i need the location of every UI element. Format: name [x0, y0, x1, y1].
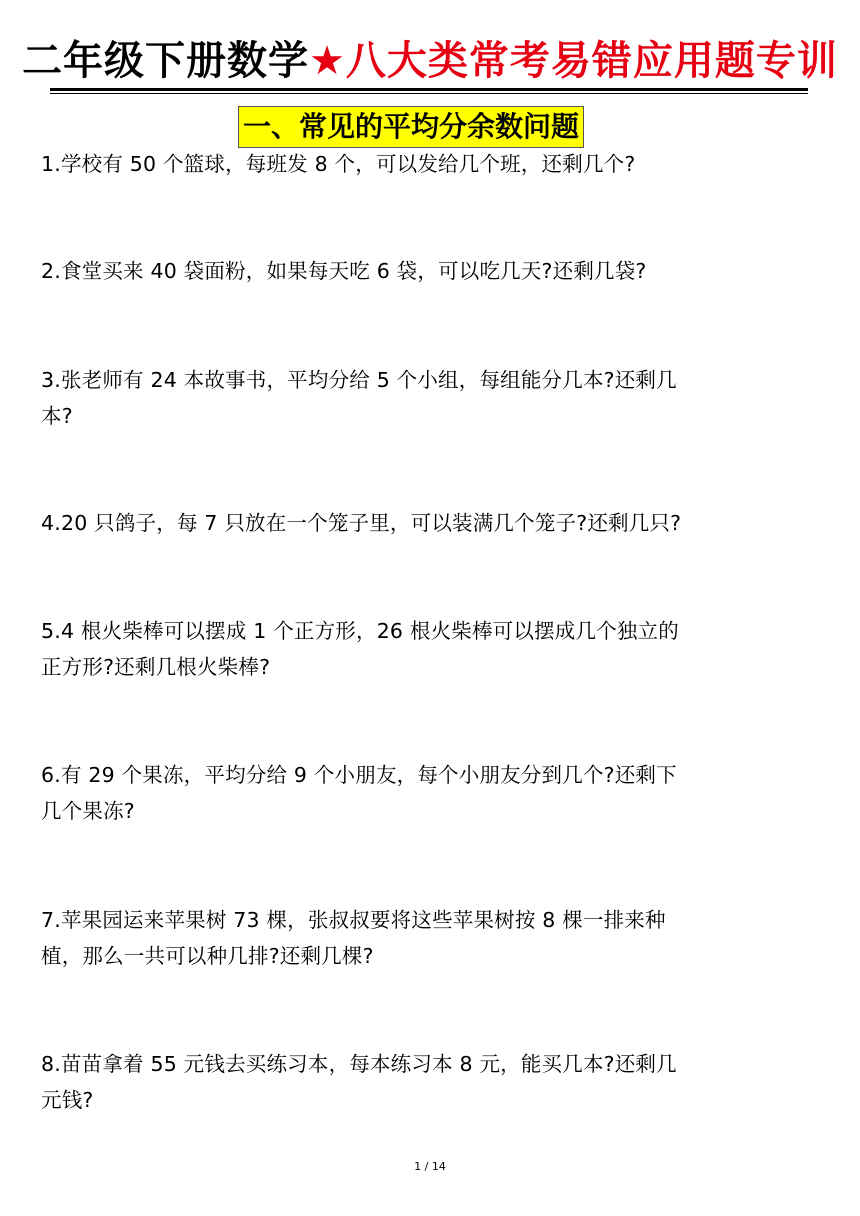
star-icon: ★ — [309, 38, 346, 84]
page-title-topic: 八大类常考易错应用题专训 — [345, 38, 838, 84]
question-4 — [41, 505, 831, 541]
question-6-line-2: 几个果冻? — [41, 799, 135, 823]
page-title-grade: 二年级下册数学 — [22, 38, 310, 84]
question-8-line-1: 8.苗苗拿着 55 元钱去买练习本，每本练习本 8 元，能买几本?还剩几 — [41, 1052, 677, 1076]
question-5-line-1: 5.4 根火柴棒可以摆成 1 个正方形，26 根火柴棒可以摆成几个独立的 — [41, 619, 679, 643]
question-3-line-1: 3.张老师有 24 本故事书，平均分给 5 个小组，每组能分几本?还剩几 — [41, 368, 677, 392]
question-1-line-1: 1.学校有 50 个篮球，每班发 8 个，可以发给几个班，还剩几个? — [41, 152, 636, 176]
question-1 — [41, 146, 831, 182]
question-7-line-1: 7.苹果园运来苹果树 73 棵，张叔叔要将这些苹果树按 8 棵一排来种 — [41, 908, 666, 932]
question-7 — [41, 902, 831, 974]
title-underline-thin — [50, 93, 808, 94]
question-6-line-1: 6.有 29 个果冻，平均分给 9 个小朋友，每个小朋友分到几个?还剩下 — [41, 763, 677, 787]
question-5-line-2: 正方形?还剩几根火柴棒? — [41, 655, 271, 679]
question-4-line-1: 4.20 只鸽子，每 7 只放在一个笼子里，可以装满几个笼子?还剩几只? — [41, 511, 682, 535]
question-5 — [41, 613, 831, 685]
question-7-line-2: 植，那么一共可以种几排?还剩几棵? — [41, 944, 374, 968]
title-underline-thick — [50, 88, 808, 91]
page-title — [0, 36, 860, 86]
question-2-line-1: 2.食堂买来 40 袋面粉，如果每天吃 6 袋，可以吃几天?还剩几袋? — [41, 259, 647, 283]
question-8 — [41, 1046, 831, 1118]
question-8-line-2: 元钱? — [41, 1088, 94, 1112]
question-3-line-2: 本? — [41, 404, 73, 428]
page-number: 1 / 14 — [414, 1160, 446, 1173]
question-2 — [41, 253, 831, 289]
section-heading: 一、常见的平均分余数问题 — [238, 106, 584, 148]
question-6 — [41, 757, 831, 829]
question-3 — [41, 362, 831, 434]
